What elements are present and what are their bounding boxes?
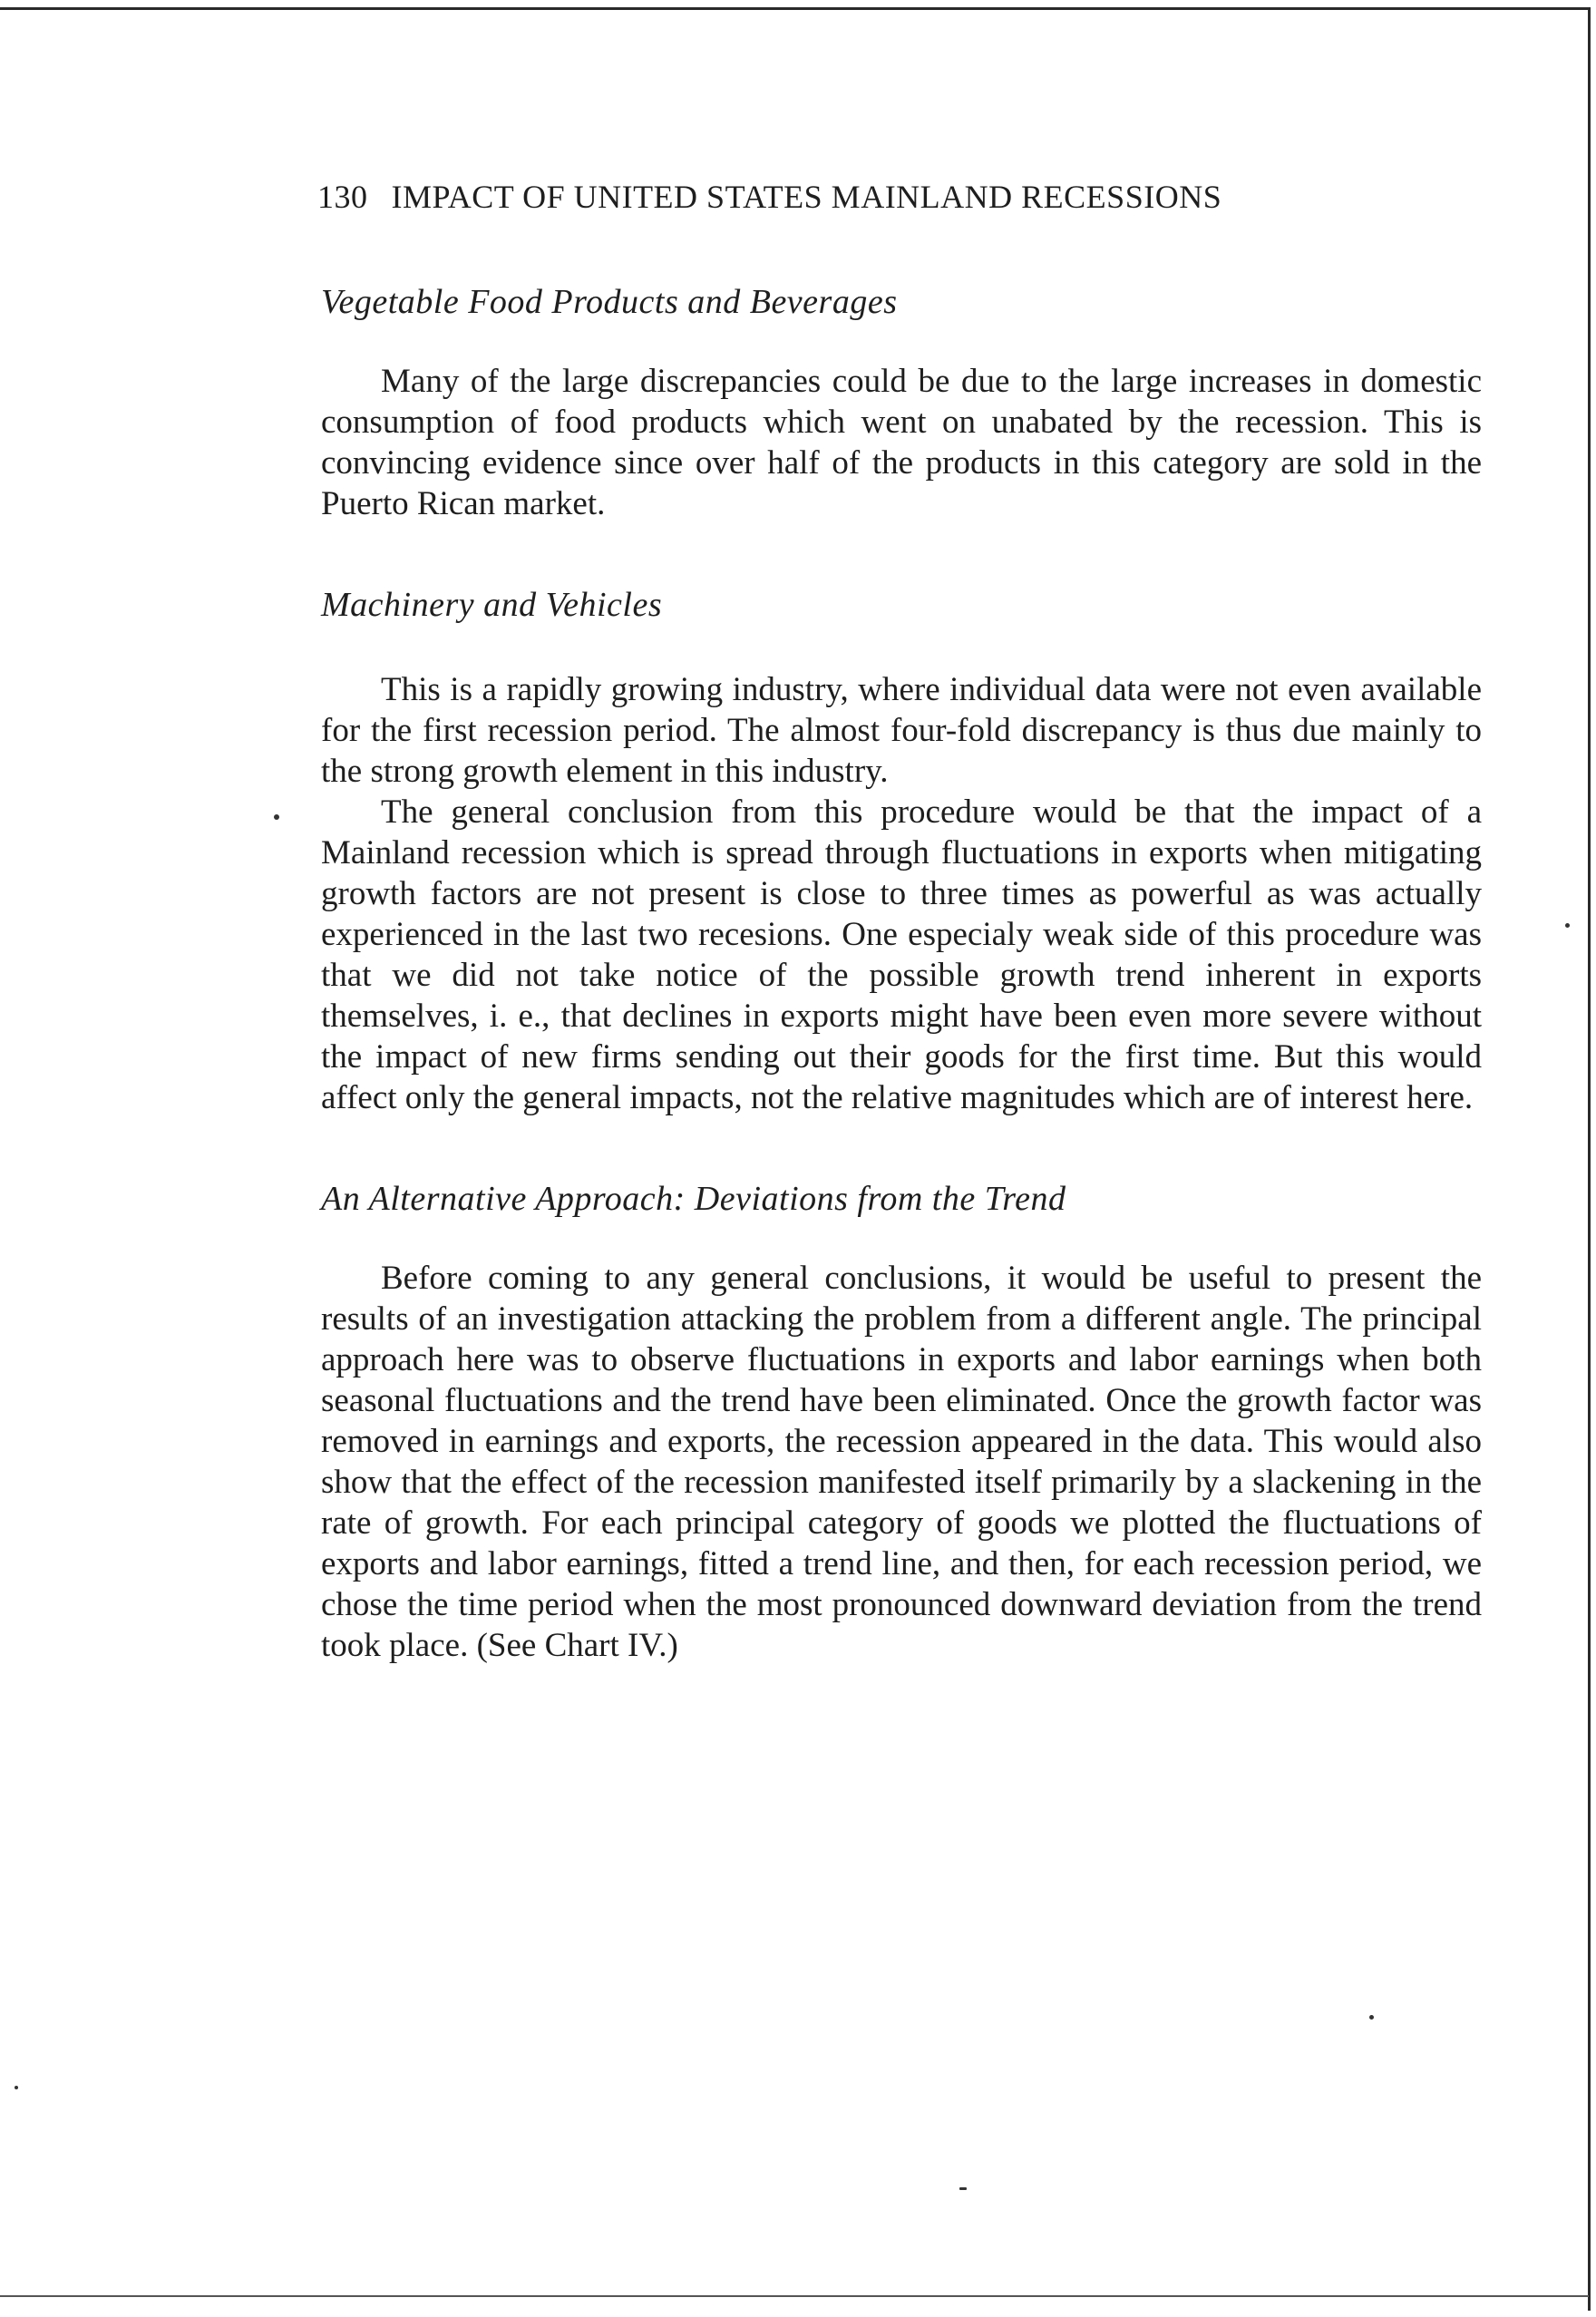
page-number: 130: [317, 179, 368, 215]
running-title: IMPACT OF UNITED STATES MAINLAND RECESSIONS: [391, 179, 1222, 215]
scan-speck: [959, 2187, 967, 2190]
section-heading-machinery: Machinery and Vehicles: [321, 586, 663, 624]
section-heading-vegetable-food: Vegetable Food Products and Beverages: [321, 283, 898, 321]
section-heading-alternative-approach: An Alternative Approach: Deviations from the Trend: [321, 1180, 1066, 1218]
scan-speck: [274, 814, 279, 820]
scan-border-top: [0, 7, 1589, 10]
paragraph: This is a rapidly growing industry, where individual data were not even available for the first recession period. The almost four-fold discrepancy is thus due mainly to the strong growth element in this industry.: [321, 671, 1482, 790]
scan-border-right: [1588, 7, 1591, 2311]
paragraph: Before coming to any general conclusions, it would be useful to present the results of an investigation attacking the problem from a different angle. The principal approach here was to observe fluctuations in exports and labor earnings when both seasonal fluctuations and the trend have been eliminated. Once the growth factor was removed in earnings and exports, the recession appeared in the data. This would also show that the effect of the recession manifested itself primarily by a slackening in the rate of growth. For each principal category of goods we plotted the fluctuations of exports and labor earnings, fitted a trend line, and then, for each recession period, we chose the time period when the most pronounced downward deviation from the trend took place. (See Chart IV.): [321, 1260, 1482, 1664]
scan-speck: [1369, 2015, 1374, 2020]
paragraph: Many of the large discrepancies could be due to the large increases in domestic consumption of food products which went on unabated by the recession. This is convincing evidence since over half of the products in this category are sold in the Puerto Rican market.: [321, 363, 1482, 522]
paragraph: The general conclusion from this procedure would be that the impact of a Mainland recession which is spread through fluctuations in exports when mitigating growth factors are not present is close to three times as powerful as was actually experienced in the last two recesions. One especialy weak side of this procedure was that we did not take notice of the possible growth trend inherent in exports themselves, i. e., that declines in exports might have been even more severe without the impact of new firms sending out their goods for the first time. But this would affect only the general impacts, not the relative magnitudes which are of interest here.: [321, 793, 1482, 1116]
scan-speck: [15, 2086, 18, 2089]
body-column: [321, 281, 1482, 1666]
running-header: [317, 178, 1478, 216]
scan-speck: [1565, 923, 1570, 928]
scan-border-bottom: [0, 2295, 1589, 2297]
